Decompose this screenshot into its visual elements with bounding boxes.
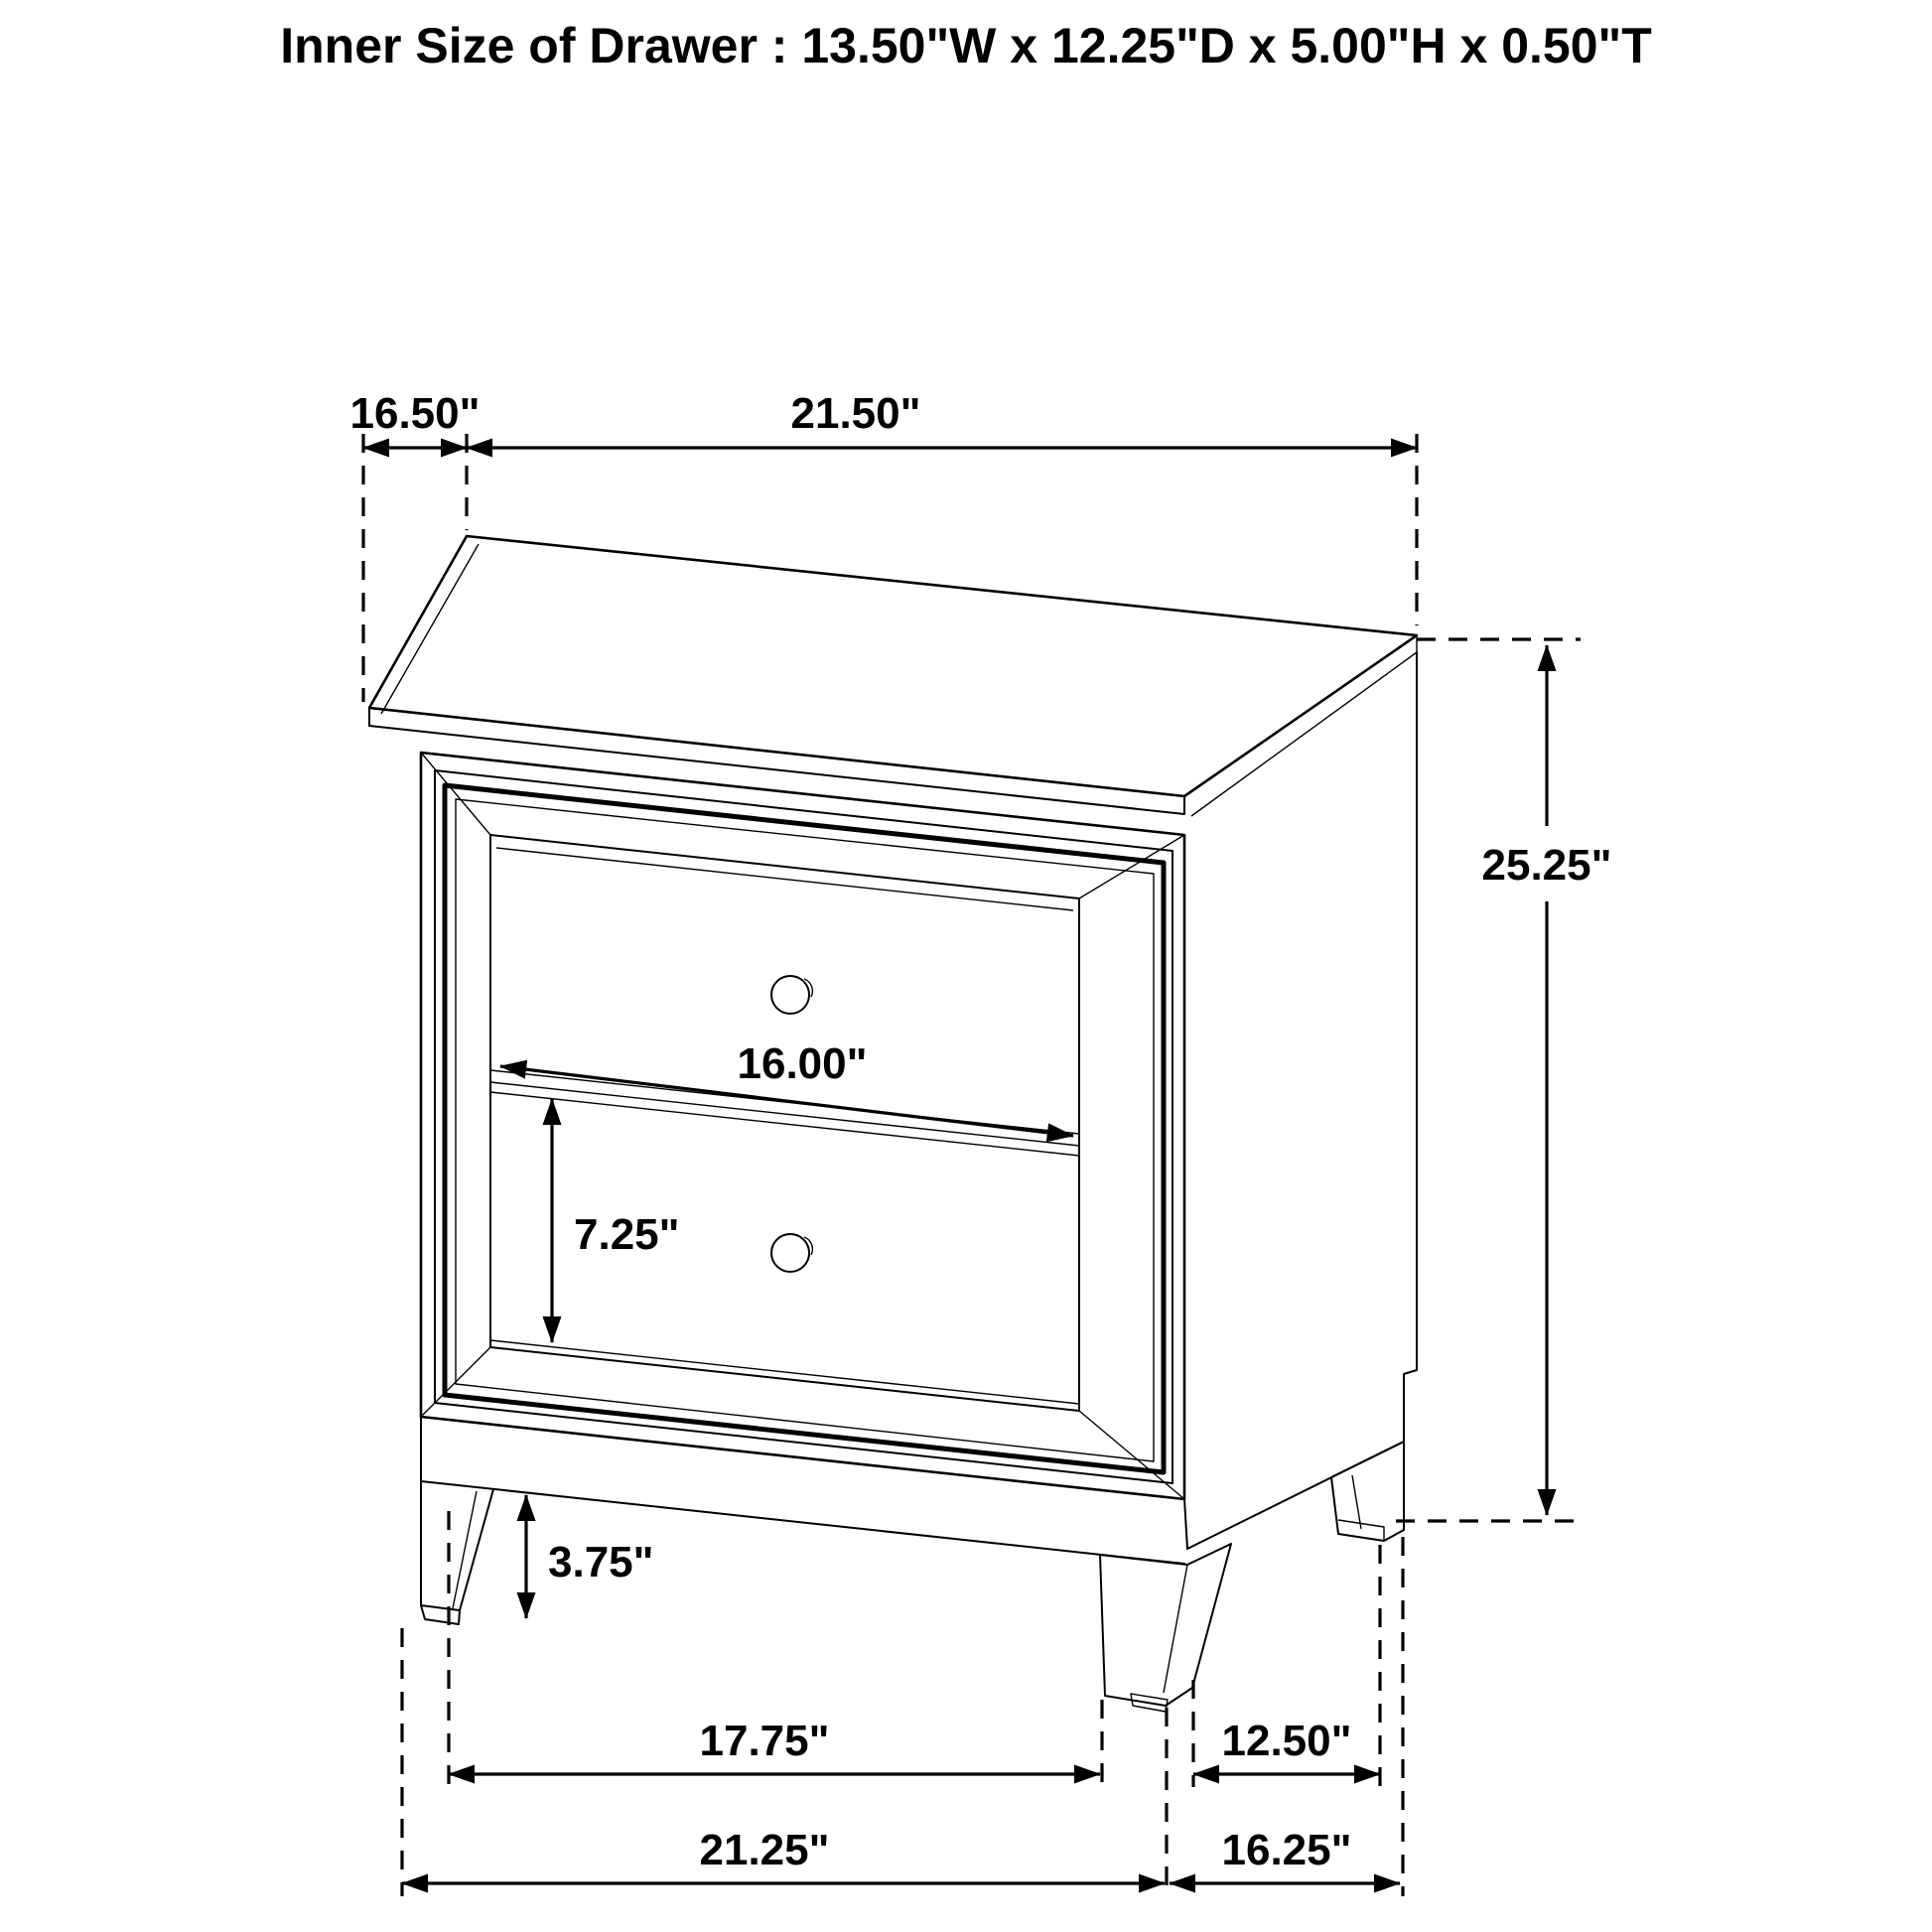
side-panel: [1184, 652, 1417, 1549]
dimension-overall-height: [1396, 639, 1611, 1521]
dimension-drawer-width: [500, 1039, 1073, 1136]
dim-label-front-legs-span: 17.75": [699, 1717, 830, 1765]
dim-label-drawer-width: 16.00": [737, 1039, 868, 1088]
front-left-leg: [421, 1489, 493, 1624]
dim-label-overall-height: 25.25": [1481, 841, 1612, 890]
top-face: [369, 536, 1417, 816]
diagram-title: Inner Size of Drawer : 13.50"W x 12.25"D x 5.00"H x 0.50"T: [280, 18, 1652, 73]
front-right-leg: [1100, 1544, 1231, 1712]
back-right-leg: [1331, 1442, 1404, 1541]
dimension-leg-height: [526, 1495, 654, 1618]
lower-drawer-knob: [771, 1234, 809, 1272]
dim-label-top-depth: 16.50": [349, 389, 481, 438]
dim-label-leg-height: 3.75": [548, 1538, 654, 1587]
dim-label-side-legs-span: 12.50": [1221, 1717, 1352, 1765]
dimension-top-width: [467, 389, 1417, 625]
dimension-front-legs-span: [449, 1511, 1102, 1787]
dim-label-base-depth: 16.25": [1221, 1826, 1352, 1874]
apron: [421, 1417, 1184, 1605]
dim-label-bottom-drawer-height: 7.25": [574, 1210, 680, 1259]
dim-label-base-width: 21.25": [699, 1826, 830, 1874]
dimension-bottom-drawer-height: [552, 1099, 680, 1342]
dim-label-top-width: 21.50": [790, 389, 921, 438]
upper-drawer-knob: [771, 976, 809, 1014]
